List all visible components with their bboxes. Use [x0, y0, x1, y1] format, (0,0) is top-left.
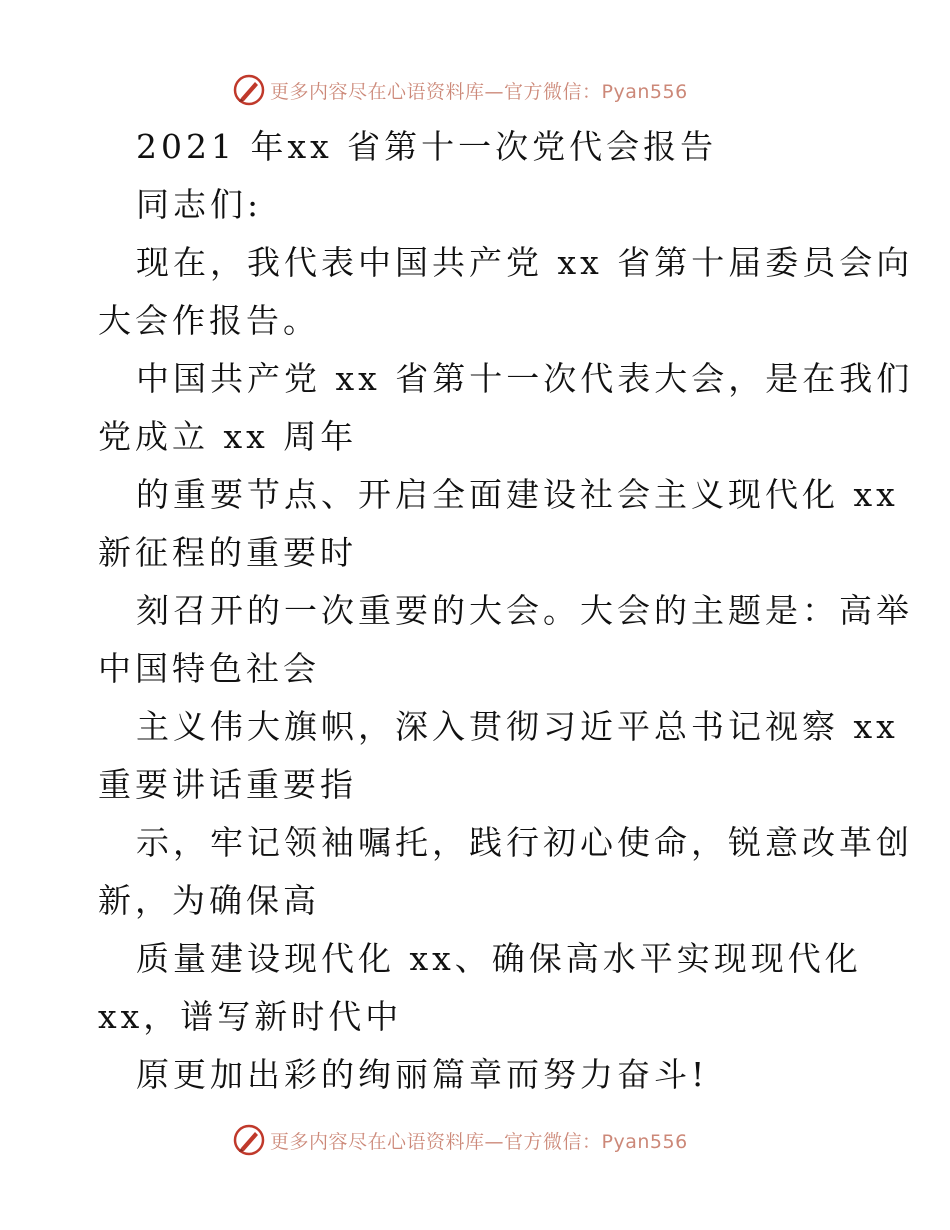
- paragraph-line: 主义伟大旗帜，深入贯彻习近平总书记视察 xx: [136, 707, 899, 746]
- paragraph-line: 重要讲话重要指: [98, 765, 357, 804]
- paragraph-line: 中国共产党 xx 省第十一次代表大会，是在我们: [136, 359, 914, 398]
- document-title: 2021 年xx 省第十一次党代会报告: [136, 127, 718, 166]
- paragraph-line: 新征程的重要时: [98, 533, 357, 572]
- pen-logo-icon: [232, 73, 266, 107]
- paragraph-line: 的重要节点、开启全面建设社会主义现代化 xx: [136, 475, 899, 514]
- salutation: 同志们:: [136, 185, 263, 224]
- paragraph-line: 现在，我代表中国共产党 xx 省第十届委员会向: [136, 243, 914, 282]
- paragraph-line: 中国特色社会: [98, 649, 320, 688]
- paragraph-line: 大会作报告。: [98, 301, 320, 340]
- paragraph-line: xx，谱写新时代中: [98, 997, 403, 1036]
- watermark-text: 更多内容尽在心语资料库—官方微信：Pyan556: [270, 1130, 688, 1153]
- paragraph-line: 党成立 xx 周年: [98, 417, 358, 456]
- paragraph-line: 原更加出彩的绚丽篇章而努力奋斗!: [136, 1055, 709, 1094]
- paragraph-line: 新，为确保高: [98, 881, 320, 920]
- watermark-text: 更多内容尽在心语资料库—官方微信：Pyan556: [270, 80, 688, 103]
- header-watermark: [232, 70, 688, 110]
- paragraph-line: 示，牢记领袖嘱托，践行初心使命，锐意改革创: [136, 823, 913, 862]
- paragraph-line: 刻召开的一次重要的大会。大会的主题是：高举: [136, 591, 913, 630]
- paragraph-line: 质量建设现代化 xx、确保高水平实现现代化: [136, 939, 862, 978]
- document-body: [98, 118, 914, 1104]
- pen-logo-icon: [232, 1123, 266, 1157]
- footer-watermark: [232, 1120, 688, 1160]
